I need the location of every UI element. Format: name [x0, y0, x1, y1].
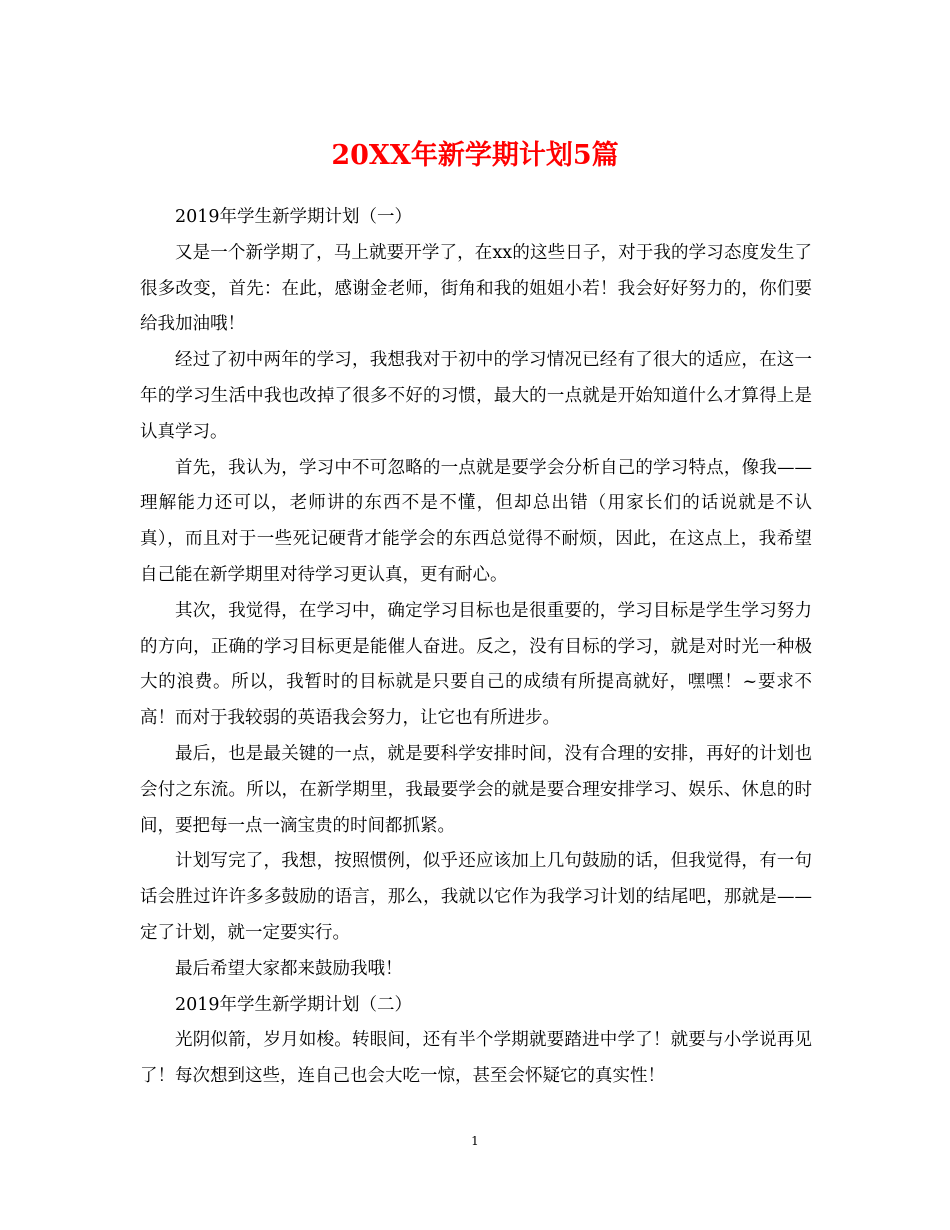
section-heading-2: 2019年学生新学期计划（二）: [175, 994, 413, 1015]
body-paragraph: 最后，也是最关键的一点，就是要科学安排时间，没有合理的安排，再好的计划也会付之东流。所以，在新学期里，我最要学会的就是要合理安排学习、娱乐、休息的时间，要把每一点一滴宝贵的时间都抓紧。: [140, 743, 812, 836]
section-heading-1: 2019年学生新学期计划（一）: [175, 207, 413, 227]
page-number: 1: [471, 1134, 479, 1148]
document-title: 20XX年新学期计划5篇: [331, 140, 619, 171]
body-paragraph: 其次，我觉得，在学习中，确定学习目标也是很重要的，学习目标是学生学习努力的方向，正确的学习目标更是能催人奋进。反之，没有目标的学习，就是对时光一种极大的浪费。所以，我暂时的目标就是只要自己的成绩有所提高就好，嘿嘿！~要求不高！而对于我较弱的英语我会努力，让它也有所进步。: [140, 600, 812, 729]
body-paragraph: 经过了初中两年的学习，我想我对于初中的学习情况已经有了很大的适应，在这一年的学习生活中我也改掉了很多不好的习惯，最大的一点就是开始知道什么才算得上是认真学习。: [140, 350, 812, 442]
document-body: [140, 200, 812, 1095]
body-paragraph: 最后希望大家都来鼓励我哦！: [175, 958, 403, 979]
body-paragraph: 计划写完了，我想，按照惯例，似乎还应该加上几句鼓励的话，但我觉得，有一句话会胜过许许多多鼓励的语言，那么，我就以它作为我学习计划的结尾吧，那就是——定了计划，就一定要实行。: [140, 851, 812, 943]
body-paragraph: 又是一个新学期了，马上就要开学了，在xx的这些日子，对于我的学习态度发生了很多改变，首先：在此，感谢金老师，街角和我的姐姐小若！我会好好努力的，你们要给我加油哦！: [140, 242, 812, 335]
body-paragraph: 首先，我认为，学习中不可忽略的一点就是要学会分析自己的学习特点，像我——理解能力还可以，老师讲的东西不是不懂，但却总出错（用家长们的话说就是不认真），而且对于一些死记硬背才能学会的东西总觉得不耐烦，因此，在这点上，我希望自己能在新学期里对待学习更认真，更有耐心。: [140, 457, 812, 585]
body-paragraph: 光阴似箭，岁月如梭。转眼间，还有半个学期就要踏进中学了！就要与小学说再见了！每次想到这些，连自己也会大吃一惊，甚至会怀疑它的真实性！: [140, 1030, 812, 1087]
